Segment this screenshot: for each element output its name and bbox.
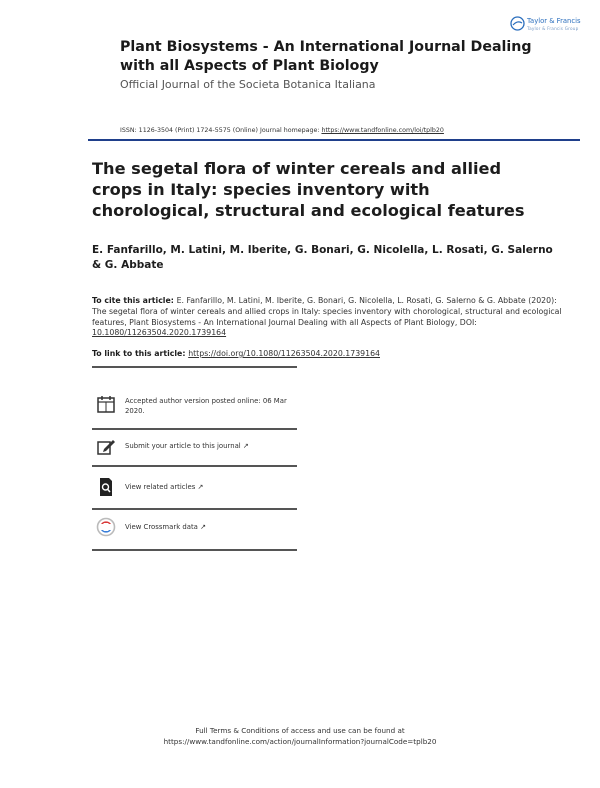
citation-block <box>92 296 562 339</box>
citation-label: To cite this article: <box>92 296 177 305</box>
info-divider <box>92 465 297 467</box>
info-divider <box>92 549 297 551</box>
publisher-logo-icon <box>510 16 525 31</box>
crossmark-icon <box>96 517 116 537</box>
publisher-logo-tagline: Taylor & Francis Group <box>527 26 579 31</box>
accepted-version-item <box>96 397 296 421</box>
related-articles-link[interactable]: View related articles ↗ <box>125 483 204 491</box>
journal-subtitle: Official Journal of the Societa Botanica Italiana <box>120 78 376 91</box>
submit-article-link[interactable]: Submit your article to this journal ↗ <box>125 442 249 450</box>
article-link-label: To link to this article: <box>92 349 189 358</box>
citation-text: E. Fanfarillo, M. Latini, M. Iberite, G. Bonari, G. Nicolella, L. Rosati, G. Salerno & G. Abbate (2020): The segetal flora of winter cereals and allied crops in Italy: species inventory with chorological, structural and ecological features, Plant Biosystems - An International Journal Dealing with all Aspects of Plant Biology, DOI: <box>92 296 562 327</box>
publisher-logo-text: Taylor & Francis <box>527 17 581 25</box>
article-link[interactable]: https://doi.org/10.1080/11263504.2020.1739164 <box>188 349 380 358</box>
calendar-icon <box>96 395 116 415</box>
document-search-icon <box>96 477 116 497</box>
footer <box>0 726 600 747</box>
crossmark-item[interactable] <box>96 523 296 543</box>
issn-line <box>120 127 444 134</box>
publisher-logo[interactable] <box>510 16 585 38</box>
article-title: The segetal flora of winter cereals and allied crops in Italy: species inventory with chorological, structural and ecological features <box>92 159 525 220</box>
crossmark-link[interactable]: View Crossmark data ↗ <box>125 523 206 531</box>
submit-article-item[interactable] <box>96 442 296 462</box>
edit-icon <box>96 437 116 457</box>
footer-terms-text: Full Terms & Conditions of access and use can be found at <box>195 726 405 735</box>
accepted-version-text: Accepted author version posted online: 06 Mar 2020. <box>125 397 287 415</box>
journal-title: Plant Biosystems - An International Journal Dealing with all Aspects of Plant Biology <box>120 39 532 74</box>
article-link-line <box>92 349 562 358</box>
footer-terms-link[interactable]: https://www.tandfonline.com/action/journalInformation?journalCode=tplb20 <box>163 736 437 746</box>
doi-link[interactable]: 10.1080/11263504.2020.1739164 <box>92 328 227 338</box>
external-link-icon: ↗ <box>200 523 206 531</box>
external-link-icon: ↗ <box>242 442 249 450</box>
info-divider <box>92 508 297 510</box>
related-articles-item[interactable] <box>96 483 296 503</box>
header-divider <box>88 139 580 141</box>
info-divider <box>92 366 297 368</box>
external-link-icon: ↗ <box>197 483 204 491</box>
info-divider <box>92 428 297 430</box>
article-authors: E. Fanfarillo, M. Latini, M. Iberite, G. Bonari, G. Nicolella, L. Rosati, G. Salerno & G. Abbate <box>92 244 553 271</box>
issn-text: ISSN: 1126-3504 (Print) 1724-5575 (Online) Journal homepage: <box>120 127 322 134</box>
journal-homepage-link[interactable]: https://www.tandfonline.com/loi/tplb20 <box>321 127 444 134</box>
